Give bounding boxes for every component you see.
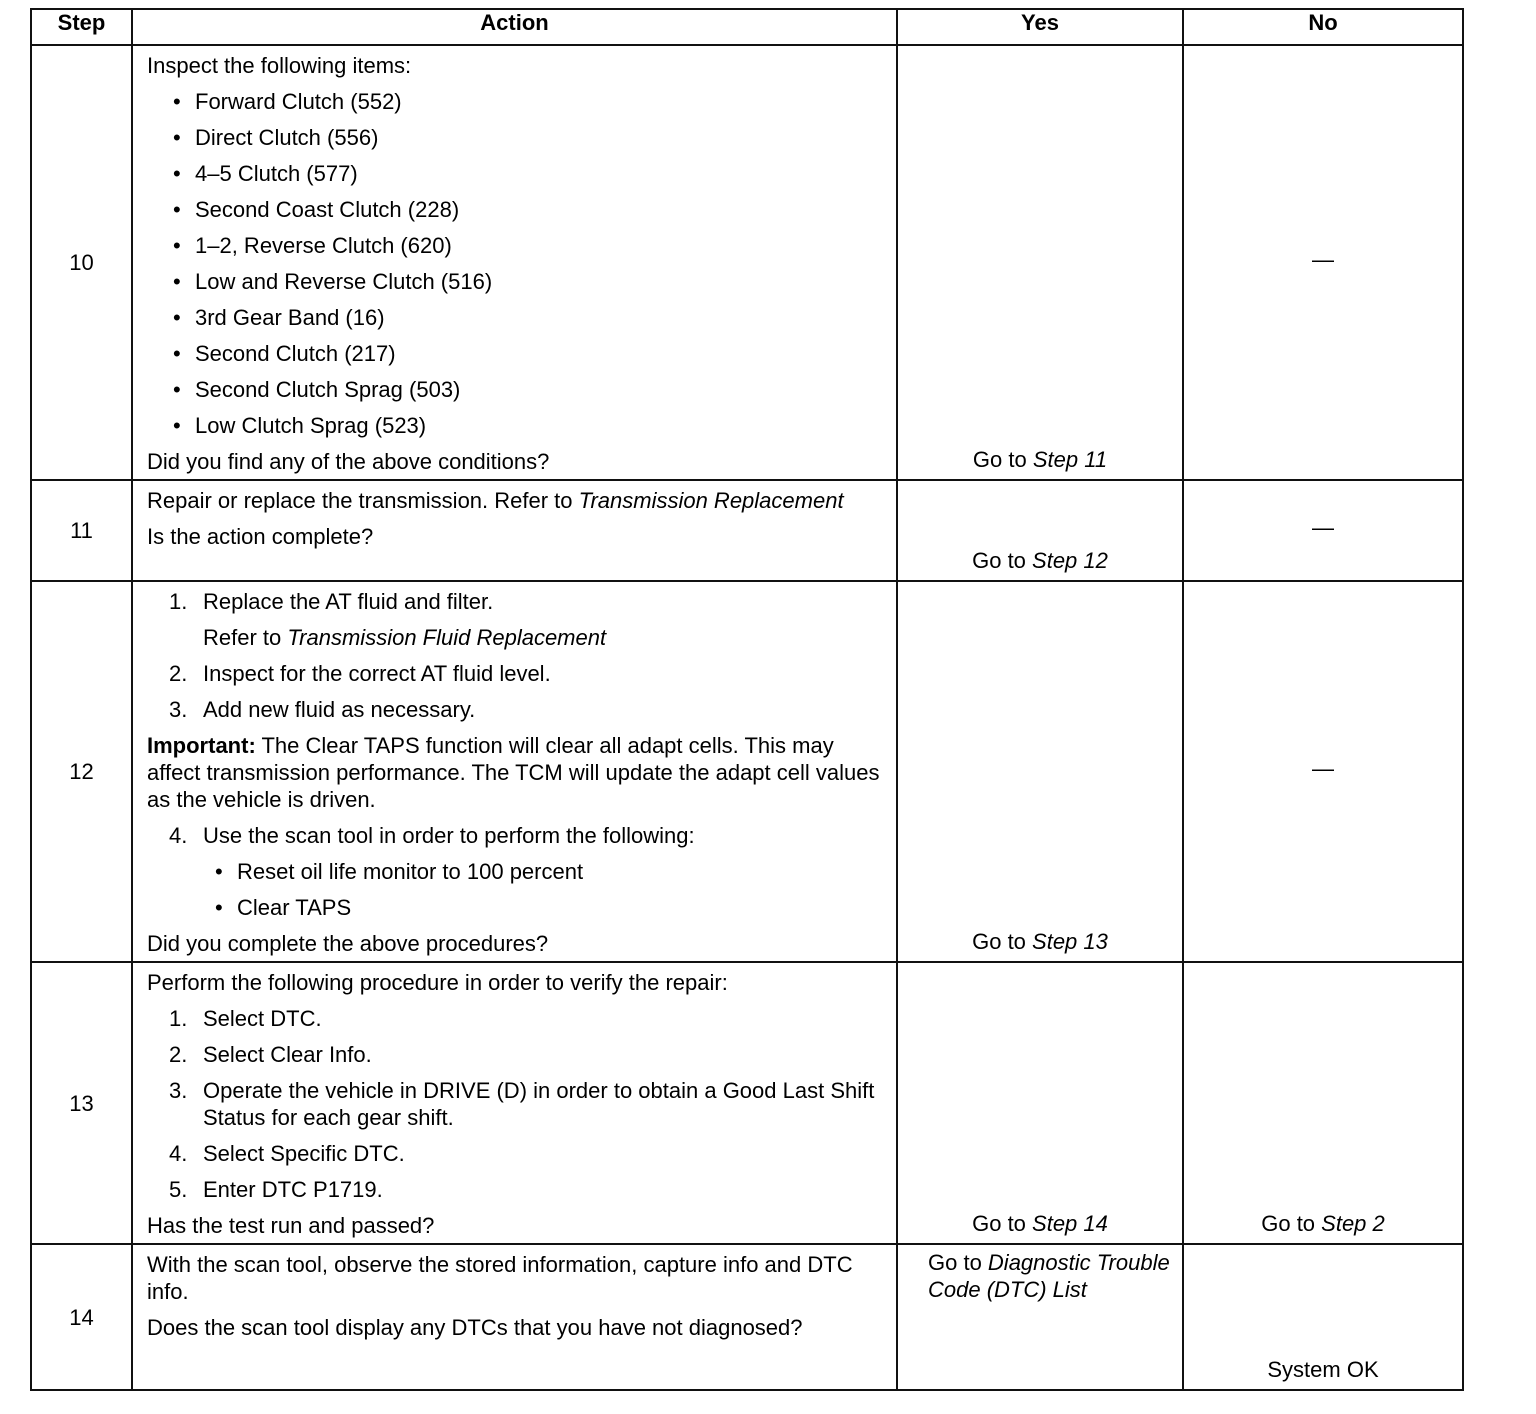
list-item: • Reset oil life monitor to 100 percent [147, 858, 886, 885]
step-number: 14 [31, 1244, 132, 1390]
list-item: • Forward Clutch (552) [147, 88, 886, 115]
yes-prefix: Go to [972, 1211, 1033, 1236]
row-step-11 [31, 480, 1463, 581]
yes-cell [897, 962, 1183, 1244]
action-cell [132, 581, 897, 962]
action-cell [132, 962, 897, 1244]
step-link: Step 12 [1032, 548, 1108, 573]
numbered-step-text: Select DTC. [203, 1006, 322, 1031]
no-cell: — [1183, 581, 1463, 962]
step-number: 11 [31, 480, 132, 581]
list-item: • Direct Clutch (556) [147, 124, 886, 151]
list-item: • 1–2, Reverse Clutch (620) [147, 232, 886, 259]
numbered-step-text: Inspect for the correct AT fluid level. [203, 661, 551, 686]
action-intro: Inspect the following items: [147, 53, 412, 78]
action-text: With the scan tool, observe the stored information, capture info and DTC info. [147, 1252, 853, 1304]
numbered-step: 4. Use the scan tool in order to perform the following: [169, 823, 695, 848]
numbered-step-text: Operate the vehicle in DRIVE (D) in order to obtain a Good Last Shift Status for each gear shift. [203, 1078, 875, 1130]
action-intro: Perform the following procedure in order to verify the repair: [147, 970, 728, 995]
list-item: • 4–5 Clutch (577) [147, 160, 886, 187]
no-prefix: Go to [1261, 1211, 1322, 1236]
important-text: The Clear TAPS function will clear all adapt cells. This may affect transmission performance. The TCM will update the adapt cell values as the vehicle is driven. [147, 733, 880, 812]
numbered-step-text: Enter DTC P1719. [203, 1177, 383, 1202]
diagnostic-table [30, 8, 1464, 1391]
action-text [147, 487, 886, 514]
numbered-step: 5. Enter DTC P1719. [169, 1177, 383, 1202]
reference-link: Transmission Replacement [578, 488, 844, 513]
row-step-10 [31, 45, 1463, 480]
reference-link: Transmission Fluid Replacement [287, 625, 607, 650]
action-cell [132, 45, 897, 480]
step-link: Step 13 [1032, 929, 1108, 954]
list-item: • Second Coast Clutch (228) [147, 196, 886, 223]
action-question: Did you find any of the above conditions? [147, 449, 550, 474]
header-yes: Yes [897, 9, 1183, 45]
no-cell [1183, 962, 1463, 1244]
numbered-step: 3. Add new fluid as necessary. [169, 697, 476, 722]
numbered-step-text: Select Clear Info. [203, 1042, 372, 1067]
header-no: No [1183, 9, 1463, 45]
action-question: Has the test run and passed? [147, 1213, 435, 1238]
step-link: Step 14 [1032, 1211, 1108, 1236]
list-item: • Low and Reverse Clutch (516) [147, 268, 886, 295]
reference-prefix: Refer to [203, 625, 288, 650]
row-step-14 [31, 1244, 1463, 1390]
numbered-step: 2. Select Clear Info. [169, 1042, 372, 1067]
numbered-step: 1. Select DTC. [169, 1006, 322, 1031]
numbered-step-text: Use the scan tool in order to perform the following: [203, 823, 695, 848]
step-link: Step 11 [1032, 447, 1108, 472]
numbered-step-text: Add new fluid as necessary. [203, 697, 476, 722]
action-question: Did you complete the above procedures? [147, 931, 549, 956]
reference-line [147, 624, 886, 651]
step-link: Step 2 [1321, 1211, 1385, 1236]
action-cell [132, 1244, 897, 1390]
step-number: 10 [31, 45, 132, 480]
yes-prefix: Go to [972, 548, 1033, 573]
yes-cell [897, 581, 1183, 962]
yes-prefix: Go to [928, 1250, 988, 1275]
no-cell: — [1183, 480, 1463, 581]
numbered-step-text: Replace the AT fluid and filter. [203, 589, 494, 614]
dtc-list-link: Diagnostic Trouble Code (DTC) List [928, 1250, 1170, 1302]
list-item: • Second Clutch Sprag (503) [147, 376, 886, 403]
numbered-step: 3. Operate the vehicle in DRIVE (D) in order to obtain a Good Last Shift Status for each gear shift. [169, 1078, 875, 1130]
yes-cell [897, 1244, 1183, 1390]
header-row [31, 9, 1463, 45]
important-label: Important: [147, 733, 256, 758]
list-item: • Second Clutch (217) [147, 340, 886, 367]
yes-prefix: Go to [972, 447, 1033, 472]
yes-cell [897, 480, 1183, 581]
action-question: Does the scan tool display any DTCs that you have not diagnosed? [147, 1315, 803, 1340]
list-item: • Low Clutch Sprag (523) [147, 412, 886, 439]
no-cell: System OK [1183, 1244, 1463, 1390]
no-cell: — [1183, 45, 1463, 480]
header-step: Step [31, 9, 132, 45]
row-step-13 [31, 962, 1463, 1244]
yes-prefix: Go to [972, 929, 1033, 954]
yes-cell [897, 45, 1183, 480]
header-action: Action [132, 9, 897, 45]
list-item: • 3rd Gear Band (16) [147, 304, 886, 331]
numbered-step: 4. Select Specific DTC. [169, 1141, 405, 1166]
action-text-prefix: Repair or replace the transmission. Refer to [147, 488, 579, 513]
numbered-step: 1. Replace the AT fluid and filter. [169, 589, 494, 614]
numbered-step: 2. Inspect for the correct AT fluid level. [169, 661, 551, 686]
action-cell [132, 480, 897, 581]
step-number: 13 [31, 962, 132, 1244]
action-question: Is the action complete? [147, 524, 374, 549]
row-step-12 [31, 581, 1463, 962]
step-number: 12 [31, 581, 132, 962]
list-item: • Clear TAPS [147, 894, 886, 921]
numbered-step-text: Select Specific DTC. [203, 1141, 405, 1166]
important-note [147, 732, 886, 813]
